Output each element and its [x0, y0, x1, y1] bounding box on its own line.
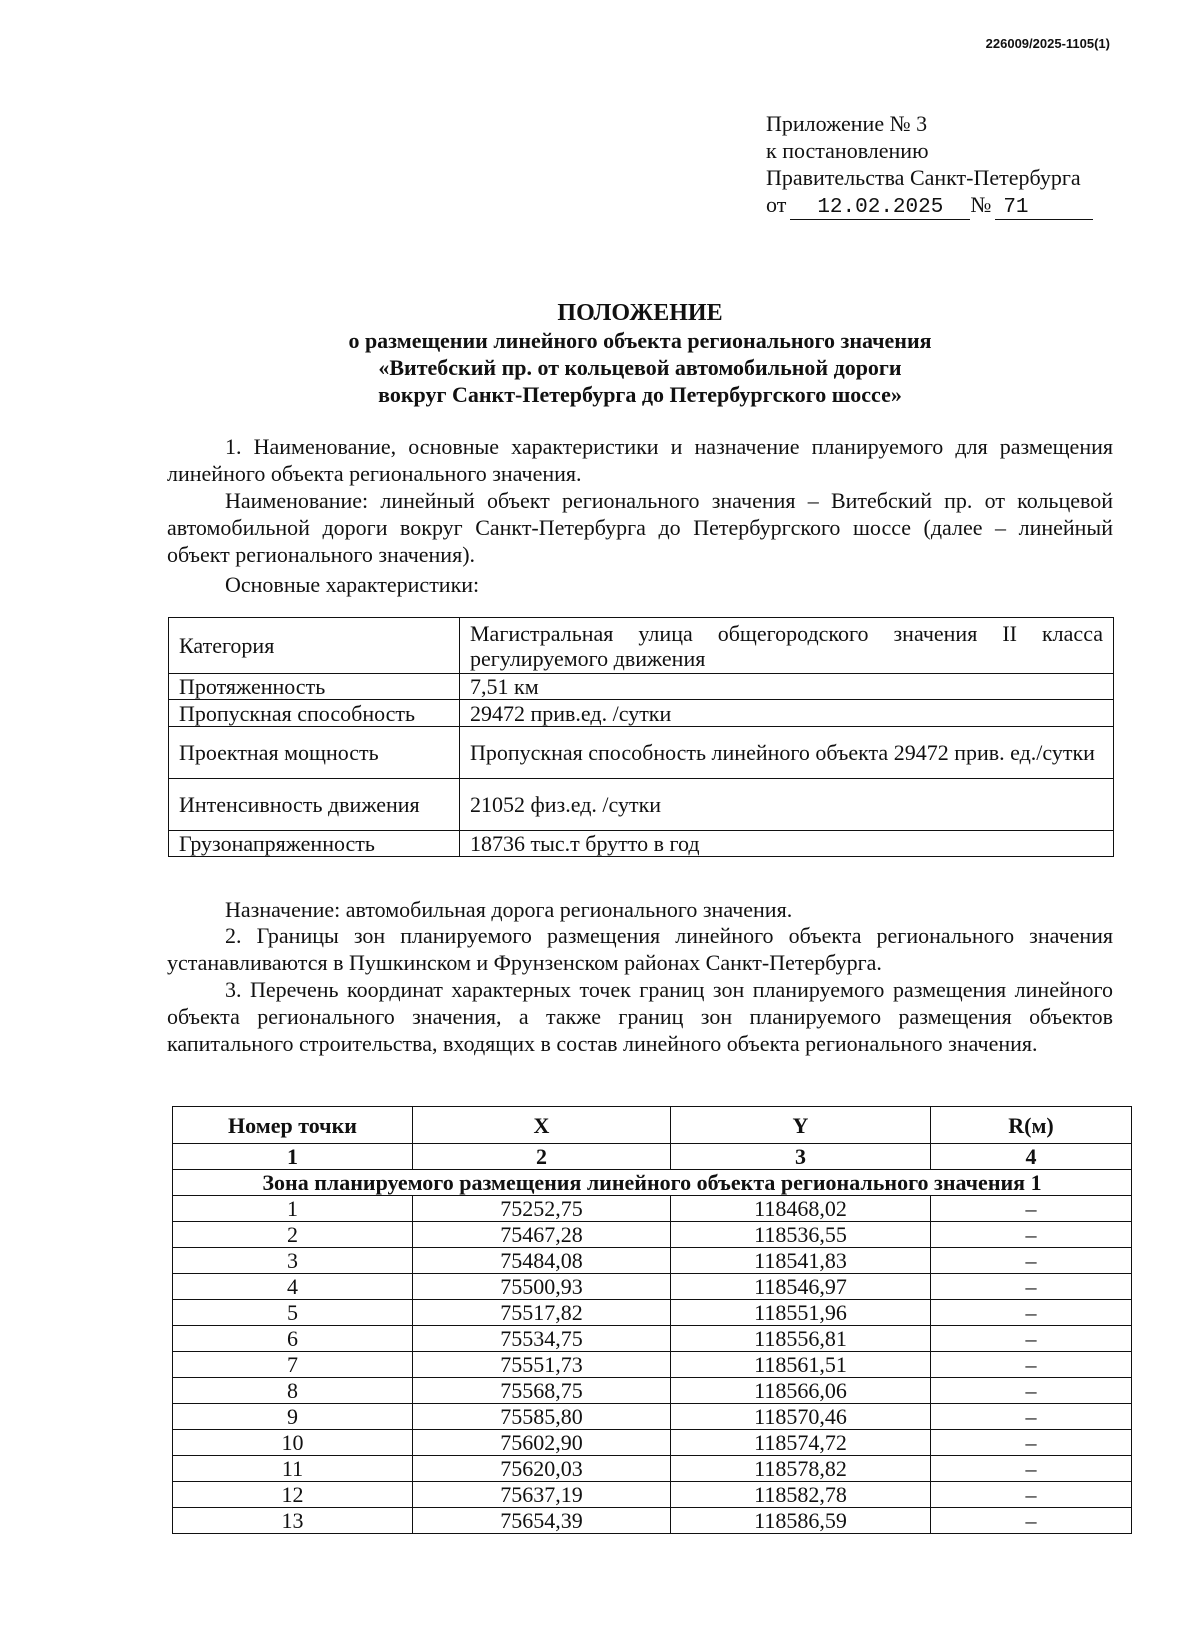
characteristics-row [169, 700, 1114, 727]
x-cell: 75517,82 [413, 1300, 671, 1326]
characteristics-label: Основные характеристики: [225, 572, 480, 597]
table-row [173, 1508, 1132, 1534]
y-cell: 118541,83 [671, 1248, 931, 1274]
x-cell: 75637,19 [413, 1482, 671, 1508]
x-cell: 75252,75 [413, 1196, 671, 1222]
table-row [173, 1326, 1132, 1352]
table-row [173, 1274, 1132, 1300]
section2-text: 2. Границы зон планируемого размещения линейного объекта регионального значения устанавливаются в Пушкинском и Фрунзенском районах Санкт-Петербурга. [167, 923, 1113, 975]
r-cell: – [931, 1300, 1132, 1326]
r-cell: – [931, 1404, 1132, 1430]
x-cell: 75602,90 [413, 1430, 671, 1456]
x-cell: 75467,28 [413, 1222, 671, 1248]
section3-text: 3. Перечень координат характерных точек границ зон планируемого размещения линейного объекта регионального значения, а также границ зон планируемого размещения объектов капитального строительства, входящих в состав линейного объекта регионального значения. [167, 977, 1113, 1056]
document-registration-number: 226009/2025-1105(1) [985, 36, 1110, 51]
zone-title: Зона планируемого размещения линейного объекта регионального значения 1 [173, 1170, 1132, 1196]
col-header-point: Номер точки [173, 1107, 413, 1144]
r-cell: – [931, 1430, 1132, 1456]
appendix-line3: Правительства Санкт-Петербурга [766, 165, 1081, 190]
table-row [173, 1222, 1132, 1248]
title-line4: вокруг Санкт-Петербурга до Петербургского шоссе» [378, 382, 902, 407]
r-cell: – [931, 1222, 1132, 1248]
col-header-x: X [413, 1107, 671, 1144]
table-row [173, 1430, 1132, 1456]
y-cell: 118578,82 [671, 1456, 931, 1482]
point-number-cell: 13 [173, 1508, 413, 1534]
r-cell: – [931, 1352, 1132, 1378]
char-value: Магистральная улица общегородского значения II класса регулируемого движения [460, 618, 1114, 674]
point-number-cell: 12 [173, 1482, 413, 1508]
y-cell: 118556,81 [671, 1326, 931, 1352]
r-cell: – [931, 1378, 1132, 1404]
y-cell: 118566,06 [671, 1378, 931, 1404]
section1-name: Наименование: линейный объект регионального значения – Витебский пр. от кольцевой автомобильной дороги вокруг Санкт-Петербурга до Петербургского шоссе (далее – линейный объект регионального значения). [167, 488, 1113, 567]
y-cell: 118536,55 [671, 1222, 931, 1248]
r-cell: – [931, 1248, 1132, 1274]
appendix-header [766, 110, 1093, 220]
y-cell: 118586,59 [671, 1508, 931, 1534]
col-header-y: Y [671, 1107, 931, 1144]
r-cell: – [931, 1482, 1132, 1508]
index-cell: 1 [173, 1144, 413, 1170]
x-cell: 75551,73 [413, 1352, 671, 1378]
number-label: № [970, 192, 992, 217]
characteristics-row [169, 674, 1114, 700]
x-cell: 75534,75 [413, 1326, 671, 1352]
x-cell: 75484,08 [413, 1248, 671, 1274]
characteristics-table [168, 617, 1114, 857]
char-value: 7,51 км [460, 674, 1114, 700]
x-cell: 75654,39 [413, 1508, 671, 1534]
table-row [173, 1300, 1132, 1326]
char-value: 18736 тыс.т брутто в год [460, 831, 1114, 857]
char-key: Категория [169, 618, 460, 674]
characteristics-row [169, 779, 1114, 831]
point-number-cell: 8 [173, 1378, 413, 1404]
section1-heading: 1. Наименование, основные характеристики и назначение планируемого для размещения линейного объекта регионального значения. [167, 434, 1113, 486]
appendix-date-line [766, 191, 1093, 220]
table-row [173, 1196, 1132, 1222]
table-row [173, 1378, 1132, 1404]
point-number-cell: 1 [173, 1196, 413, 1222]
table-row [173, 1404, 1132, 1430]
col-header-r: R(м) [931, 1107, 1132, 1144]
x-cell: 75620,03 [413, 1456, 671, 1482]
y-cell: 118561,51 [671, 1352, 931, 1378]
char-value: 21052 физ.ед. /сутки [460, 779, 1114, 831]
characteristics-row [169, 727, 1114, 779]
coords-header-row [173, 1107, 1132, 1144]
table-row [173, 1248, 1132, 1274]
table-row [173, 1482, 1132, 1508]
point-number-cell: 6 [173, 1326, 413, 1352]
y-cell: 118546,97 [671, 1274, 931, 1300]
point-number-cell: 11 [173, 1456, 413, 1482]
point-number-cell: 7 [173, 1352, 413, 1378]
title-main: ПОЛОЖЕНИЕ [557, 300, 723, 326]
point-number-cell: 3 [173, 1248, 413, 1274]
point-number-cell: 10 [173, 1430, 413, 1456]
point-number-cell: 2 [173, 1222, 413, 1248]
r-cell: – [931, 1274, 1132, 1300]
decree-number: 71 [995, 197, 1093, 220]
from-label: от [766, 192, 787, 217]
coordinates-table [172, 1106, 1132, 1534]
point-number-cell: 4 [173, 1274, 413, 1300]
char-value: 29472 прив.ед. /сутки [460, 700, 1114, 727]
appendix-line2: к постановлению [766, 138, 929, 163]
x-cell: 75568,75 [413, 1378, 671, 1404]
char-key: Протяженность [169, 674, 460, 700]
y-cell: 118551,96 [671, 1300, 931, 1326]
title-line3: «Витебский пр. от кольцевой автомобильной дороги [378, 355, 902, 380]
characteristics-row [169, 831, 1114, 857]
title-line2: о размещении линейного объекта регионального значения [348, 328, 932, 353]
table-row [173, 1352, 1132, 1378]
char-key: Грузонапряженность [169, 831, 460, 857]
index-cell: 2 [413, 1144, 671, 1170]
r-cell: – [931, 1196, 1132, 1222]
char-key: Проектная мощность [169, 727, 460, 779]
r-cell: – [931, 1456, 1132, 1482]
char-value: Пропускная способность линейного объекта 29472 прив. ед./сутки [460, 727, 1114, 779]
y-cell: 118574,72 [671, 1430, 931, 1456]
char-key: Пропускная способность [169, 700, 460, 727]
x-cell: 75585,80 [413, 1404, 671, 1430]
zone-title-row [173, 1170, 1132, 1196]
decree-date: 12.02.2025 [790, 197, 970, 220]
purpose-text: Назначение: автомобильная дорога регионального значения. [225, 897, 793, 922]
char-key: Интенсивность движения [169, 779, 460, 831]
coords-index-row [173, 1144, 1132, 1170]
y-cell: 118570,46 [671, 1404, 931, 1430]
appendix-line1: Приложение № 3 [766, 111, 928, 136]
r-cell: – [931, 1326, 1132, 1352]
document-title [160, 300, 1120, 408]
y-cell: 118582,78 [671, 1482, 931, 1508]
x-cell: 75500,93 [413, 1274, 671, 1300]
point-number-cell: 9 [173, 1404, 413, 1430]
index-cell: 3 [671, 1144, 931, 1170]
index-cell: 4 [931, 1144, 1132, 1170]
table-row [173, 1456, 1132, 1482]
r-cell: – [931, 1508, 1132, 1534]
point-number-cell: 5 [173, 1300, 413, 1326]
characteristics-row [169, 618, 1114, 674]
y-cell: 118468,02 [671, 1196, 931, 1222]
